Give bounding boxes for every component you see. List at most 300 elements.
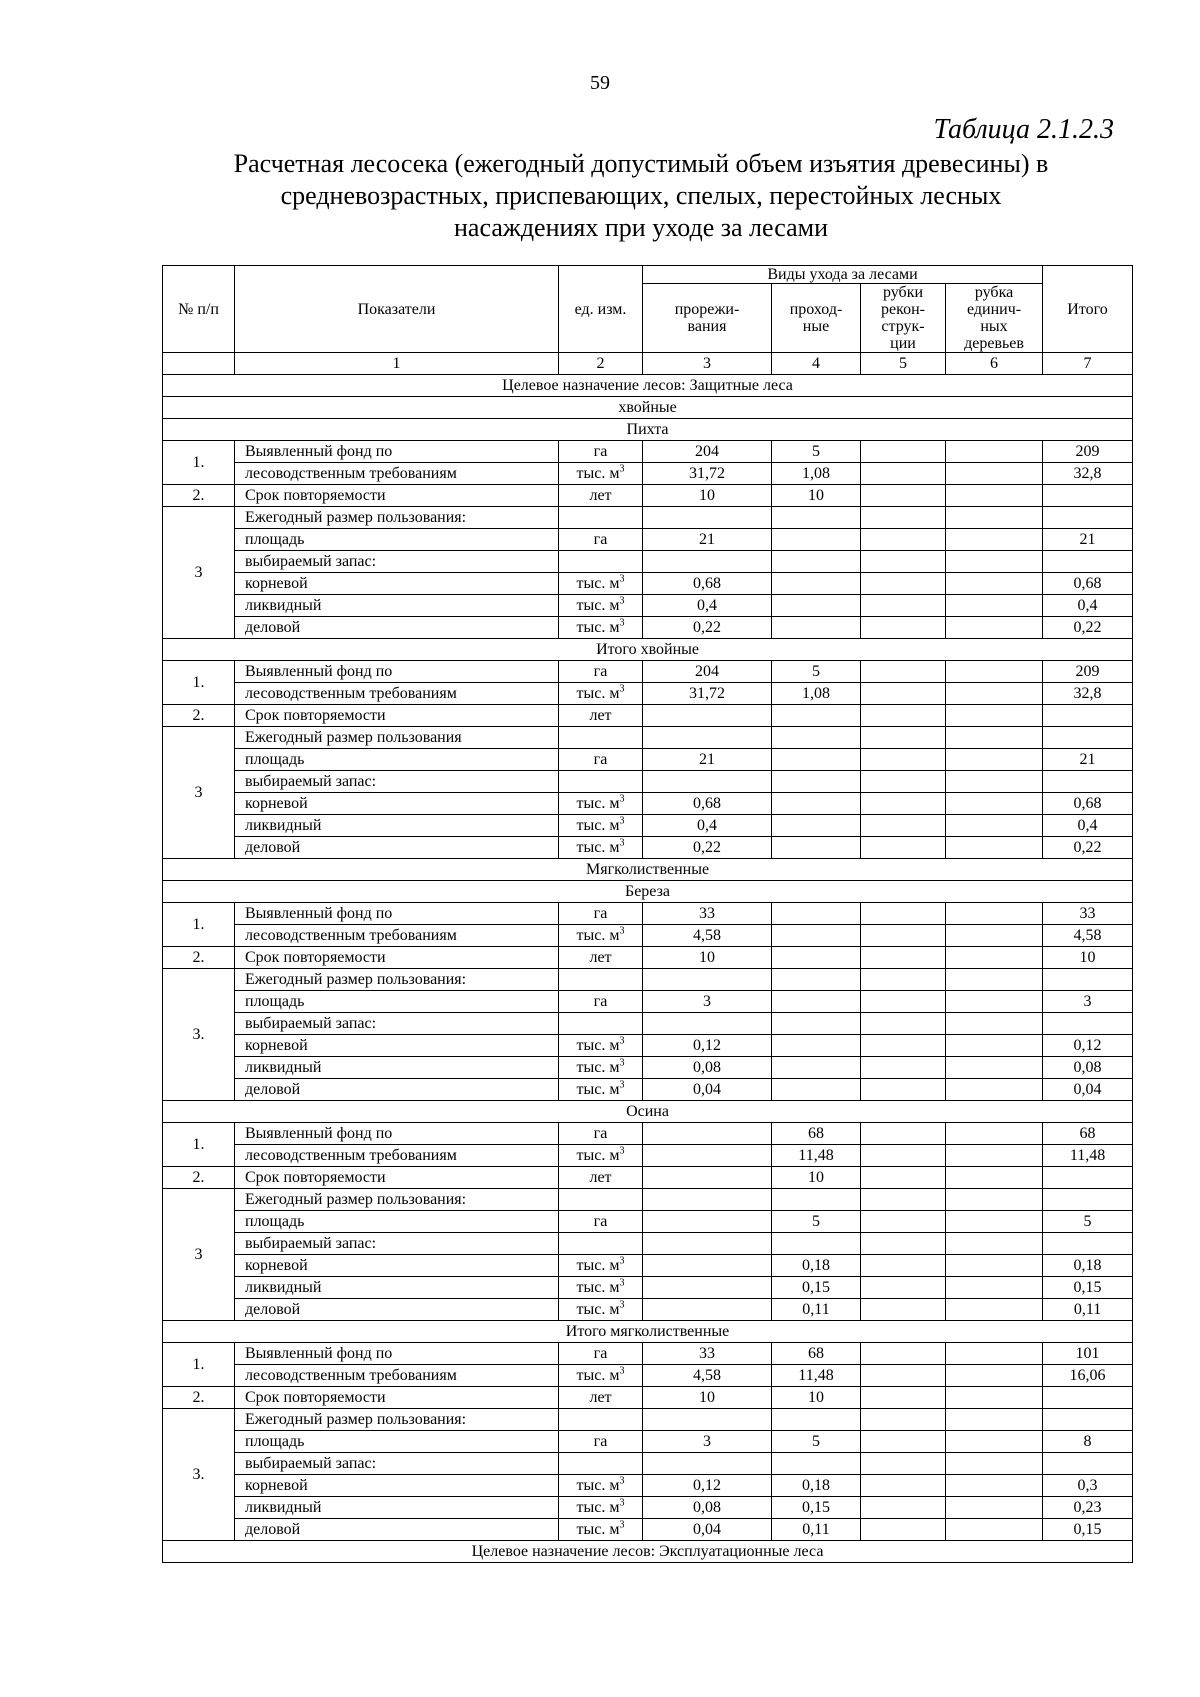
row-number: 1. [163,441,235,485]
section-row [163,1101,1133,1123]
unit-text: тыс. м [576,1477,620,1494]
value-cell: 0,15 [1043,1519,1133,1541]
unit-text: тыс. м [576,1521,620,1538]
indicator-cell: корневой [235,573,559,595]
value-cell: 33 [1043,903,1133,925]
indicator-cell: Срок повторяемости [235,485,559,507]
unit-cell [559,595,643,617]
value-cell [946,925,1043,947]
value-cell: 5 [772,441,861,463]
unit-text: тыс. м [576,619,620,636]
table-row [163,947,1133,969]
unit-superscript: 3 [619,683,625,695]
section-row [163,1321,1133,1343]
value-cell [861,1387,946,1409]
value-cell [946,485,1043,507]
value-cell: 10 [643,947,772,969]
value-cell: 0,11 [772,1519,861,1541]
indicator-cell: Срок повторяемости [235,1167,559,1189]
value-cell [946,683,1043,705]
table-row [163,1299,1133,1321]
indicator-cell: Ежегодный размер пользования: [235,969,559,991]
indicator-cell: Выявленный фонд по [235,1123,559,1145]
value-cell: 31,72 [643,463,772,485]
value-cell [946,1057,1043,1079]
value-cell: 5 [1043,1211,1133,1233]
value-cell: 16,06 [1043,1365,1133,1387]
value-cell [861,441,946,463]
value-cell: 0,15 [772,1497,861,1519]
value-cell [946,1123,1043,1145]
value-cell [1043,551,1133,573]
value-cell [643,1013,772,1035]
value-cell [772,749,861,771]
unit-cell [559,969,643,991]
indicator-cell: корневой [235,1035,559,1057]
section-title: Целевое назначение лесов: Защитные леса [163,375,1133,397]
value-cell [772,925,861,947]
table-row [163,661,1133,683]
value-cell [946,573,1043,595]
table-row [163,749,1133,771]
unit-superscript: 3 [619,1255,625,1267]
unit-cell [559,661,643,683]
value-cell [772,1079,861,1101]
value-cell [946,1497,1043,1519]
value-cell [861,1167,946,1189]
table-row [163,529,1133,551]
value-cell [861,1409,946,1431]
value-cell [643,507,772,529]
unit-superscript: 3 [619,1079,625,1091]
row-number: 3 [163,727,235,859]
value-cell [643,1167,772,1189]
value-cell [946,1079,1043,1101]
value-cell [861,1365,946,1387]
value-cell [1043,1167,1133,1189]
value-cell [946,661,1043,683]
row-number: 2. [163,947,235,969]
indicator-cell: корневой [235,1255,559,1277]
indicator-cell: ликвидный [235,1277,559,1299]
unit-cell [559,1299,643,1321]
value-cell [946,793,1043,815]
value-cell [861,595,946,617]
value-cell: 3 [643,991,772,1013]
table-row [163,1167,1133,1189]
table-row [163,441,1133,463]
section-title: Пихта [163,419,1133,441]
indicator-cell: лесоводственным требованиям [235,925,559,947]
indicator-cell: ликвидный [235,595,559,617]
value-cell [861,991,946,1013]
section-row [163,419,1133,441]
value-cell [946,1431,1043,1453]
value-cell [643,1233,772,1255]
value-cell [643,969,772,991]
value-cell: 4,58 [1043,925,1133,947]
unit-superscript: 3 [619,1057,625,1069]
unit-cell [559,1145,643,1167]
value-cell: 0,22 [643,617,772,639]
unit-text: тыс. м [576,1147,620,1164]
unit-cell [559,903,643,925]
indicator-cell: ликвидный [235,815,559,837]
value-cell [861,925,946,947]
indicator-cell: деловой [235,1519,559,1541]
value-cell: 0,18 [772,1475,861,1497]
value-cell [946,1387,1043,1409]
value-cell: 68 [772,1343,861,1365]
unit-text: тыс. м [576,1499,620,1516]
unit-superscript: 3 [619,925,625,937]
section-title: Итого мягколиственные [163,1321,1133,1343]
unit-cell [559,551,643,573]
unit-text: тыс. м [576,1257,620,1274]
value-cell [946,1365,1043,1387]
value-cell [861,793,946,815]
value-cell [946,947,1043,969]
table-row [163,551,1133,573]
value-cell [1043,485,1133,507]
row-number: 3. [163,1409,235,1541]
value-cell [643,705,772,727]
unit-text: тыс. м [576,597,620,614]
unit-text: га [593,531,608,548]
value-cell: 10 [643,485,772,507]
unit-text: тыс. м [576,927,620,944]
indicator-cell: площадь [235,991,559,1013]
indicator-cell: площадь [235,1431,559,1453]
value-cell: 204 [643,661,772,683]
value-cell [861,969,946,991]
unit-text: тыс. м [576,465,620,482]
value-cell [946,1453,1043,1475]
value-cell [861,1233,946,1255]
unit-cell [559,617,643,639]
value-cell [861,485,946,507]
value-cell [772,1035,861,1057]
value-cell: 0,23 [1043,1497,1133,1519]
indicator-cell: Ежегодный размер пользования: [235,1189,559,1211]
indicator-cell: лесоводственным требованиям [235,683,559,705]
unit-text: тыс. м [576,685,620,702]
value-cell [1043,727,1133,749]
value-cell [946,441,1043,463]
value-cell: 5 [772,1211,861,1233]
table-row [163,727,1133,749]
section-title: Целевое назначение лесов: Эксплуатационные леса [163,1541,1133,1563]
unit-cell [559,1255,643,1277]
value-cell: 0,12 [643,1475,772,1497]
unit-text: га [593,751,608,768]
unit-cell [559,1475,643,1497]
unit-text: тыс. м [576,575,620,592]
value-cell [643,1145,772,1167]
indicator-cell: Выявленный фонд по [235,1343,559,1365]
unit-cell [559,485,643,507]
value-cell: 4,58 [643,1365,772,1387]
value-cell [1043,771,1133,793]
indicator-cell: деловой [235,1299,559,1321]
value-cell: 3 [1043,991,1133,1013]
value-cell [861,1519,946,1541]
table-row [163,991,1133,1013]
title-line: средневозрастных, приспевающих, спелых, перестойных лесных [280,181,1002,210]
value-cell [861,1189,946,1211]
value-cell [772,1233,861,1255]
value-cell [1043,1013,1133,1035]
col-number: 2 [559,353,643,375]
value-cell: 0,18 [1043,1255,1133,1277]
table-row [163,1123,1133,1145]
value-cell: 0,12 [1043,1035,1133,1057]
value-cell: 101 [1043,1343,1133,1365]
indicator-cell: лесоводственным требованиям [235,1365,559,1387]
section-title: хвойные [163,397,1133,419]
col-number: 7 [1043,353,1133,375]
unit-cell [559,1409,643,1431]
value-cell: 21 [1043,529,1133,551]
unit-text: лет [589,707,612,724]
value-cell: 204 [643,441,772,463]
table-row [163,1057,1133,1079]
value-cell [643,1453,772,1475]
section-row [163,859,1133,881]
unit-superscript: 3 [619,1475,625,1487]
value-cell: 4,58 [643,925,772,947]
value-cell [772,573,861,595]
value-cell [861,815,946,837]
value-cell: 68 [1043,1123,1133,1145]
value-cell: 0,4 [1043,595,1133,617]
col-number: 6 [946,353,1043,375]
table-row [163,1431,1133,1453]
unit-cell [559,1387,643,1409]
value-cell [861,1475,946,1497]
indicator-cell: лесоводственным требованиям [235,463,559,485]
value-cell [946,1409,1043,1431]
value-cell: 21 [643,529,772,551]
row-number: 2. [163,1387,235,1409]
value-cell [946,705,1043,727]
value-cell [946,1013,1043,1035]
value-cell [861,1299,946,1321]
value-cell [861,617,946,639]
row-number: 2. [163,705,235,727]
unit-cell [559,1277,643,1299]
unit-cell [559,573,643,595]
unit-text: тыс. м [576,1301,620,1318]
indicator-cell: Срок повторяемости [235,705,559,727]
indicator-cell: деловой [235,837,559,859]
unit-text: тыс. м [576,839,620,856]
indicator-cell: лесоводственным требованиям [235,1145,559,1167]
value-cell [861,1277,946,1299]
value-cell: 0,11 [772,1299,861,1321]
value-cell: 32,8 [1043,463,1133,485]
unit-cell [559,837,643,859]
header-recon: рубки рекон- струк- ции [861,284,946,353]
unit-text: га [593,1125,608,1142]
header-unit: ед. изм. [559,266,643,353]
value-cell [772,595,861,617]
value-cell [1043,1233,1133,1255]
column-number-row [163,353,1133,375]
unit-text: лет [589,487,612,504]
value-cell [861,551,946,573]
indicator-cell: Ежегодный размер пользования: [235,1409,559,1431]
indicator-cell: выбираемый запас: [235,771,559,793]
unit-text: тыс. м [576,1081,620,1098]
value-cell: 0,18 [772,1255,861,1277]
indicator-cell: площадь [235,529,559,551]
value-cell [772,1189,861,1211]
value-cell [861,463,946,485]
value-cell [861,529,946,551]
value-cell: 21 [643,749,772,771]
unit-text: лет [589,1169,612,1186]
header-total: Итого [1043,266,1133,353]
value-cell [772,507,861,529]
value-cell: 0,3 [1043,1475,1133,1497]
indicator-cell: Выявленный фонд по [235,903,559,925]
header-passage: проход- ные [772,284,861,353]
unit-text: га [593,663,608,680]
table-row [163,1475,1133,1497]
value-cell [772,529,861,551]
col-number: 4 [772,353,861,375]
value-cell [861,749,946,771]
value-cell [1043,1387,1133,1409]
indicator-cell: площадь [235,1211,559,1233]
table-row [163,1387,1133,1409]
value-cell [946,595,1043,617]
value-cell: 8 [1043,1431,1133,1453]
value-cell: 0,22 [643,837,772,859]
table-row [163,1233,1133,1255]
unit-cell [559,1365,643,1387]
value-cell: 10 [643,1387,772,1409]
value-cell [643,1299,772,1321]
unit-cell [559,1057,643,1079]
value-cell [946,771,1043,793]
table-row [163,793,1133,815]
value-cell [946,727,1043,749]
unit-text: га [593,993,608,1010]
value-cell: 10 [772,1167,861,1189]
header-indicator: Показатели [235,266,559,353]
value-cell [861,1035,946,1057]
row-number: 2. [163,485,235,507]
title-line: насаждениях при уходе за лесами [454,213,828,242]
value-cell [1043,705,1133,727]
table-row [163,617,1133,639]
row-number: 1. [163,903,235,947]
table-title [160,148,1122,244]
table-row [163,485,1133,507]
value-cell: 0,68 [1043,793,1133,815]
unit-superscript: 3 [619,573,625,585]
value-cell [1043,1409,1133,1431]
indicator-cell: деловой [235,617,559,639]
unit-cell [559,947,643,969]
value-cell [772,991,861,1013]
unit-text: га [593,1213,608,1230]
unit-cell [559,1189,643,1211]
unit-superscript: 3 [619,793,625,805]
unit-superscript: 3 [619,1277,625,1289]
value-cell [946,749,1043,771]
unit-cell [559,463,643,485]
table-row [163,815,1133,837]
unit-superscript: 3 [619,1497,625,1509]
row-number: 2. [163,1167,235,1189]
table-row [163,837,1133,859]
value-cell [861,1079,946,1101]
value-cell [861,1343,946,1365]
unit-cell [559,1343,643,1365]
indicator-cell: корневой [235,793,559,815]
value-cell [861,1497,946,1519]
value-cell [772,1057,861,1079]
value-cell [643,1189,772,1211]
unit-superscript: 3 [619,815,625,827]
unit-cell [559,705,643,727]
table-row [163,1255,1133,1277]
table-row [163,1145,1133,1167]
value-cell [772,837,861,859]
unit-text: га [593,1433,608,1450]
value-cell: 0,15 [1043,1277,1133,1299]
value-cell [772,1453,861,1475]
table-row [163,771,1133,793]
value-cell: 11,48 [772,1365,861,1387]
col-number: 3 [643,353,772,375]
value-cell: 0,22 [1043,617,1133,639]
row-number: 1. [163,1123,235,1167]
value-cell: 0,4 [643,595,772,617]
table-row [163,1409,1133,1431]
row-number: 1. [163,1343,235,1387]
value-cell [861,903,946,925]
value-cell: 0,4 [643,815,772,837]
unit-text: лет [589,1389,612,1406]
value-cell: 21 [1043,749,1133,771]
unit-superscript: 3 [619,837,625,849]
value-cell [946,1035,1043,1057]
value-cell: 1,08 [772,463,861,485]
value-cell [946,529,1043,551]
value-cell: 0,68 [643,573,772,595]
value-cell [946,1189,1043,1211]
value-cell [1043,1453,1133,1475]
indicator-cell: Срок повторяемости [235,947,559,969]
value-cell: 0,4 [1043,815,1133,837]
value-cell [643,727,772,749]
value-cell: 0,68 [1043,573,1133,595]
value-cell: 209 [1043,441,1133,463]
unit-cell [559,991,643,1013]
indicator-cell: ликвидный [235,1497,559,1519]
row-number: 3 [163,1189,235,1321]
unit-cell [559,1431,643,1453]
table-row [163,507,1133,529]
value-cell [772,1013,861,1035]
page-number: 59 [590,72,610,94]
value-cell: 1,08 [772,683,861,705]
unit-cell [559,925,643,947]
